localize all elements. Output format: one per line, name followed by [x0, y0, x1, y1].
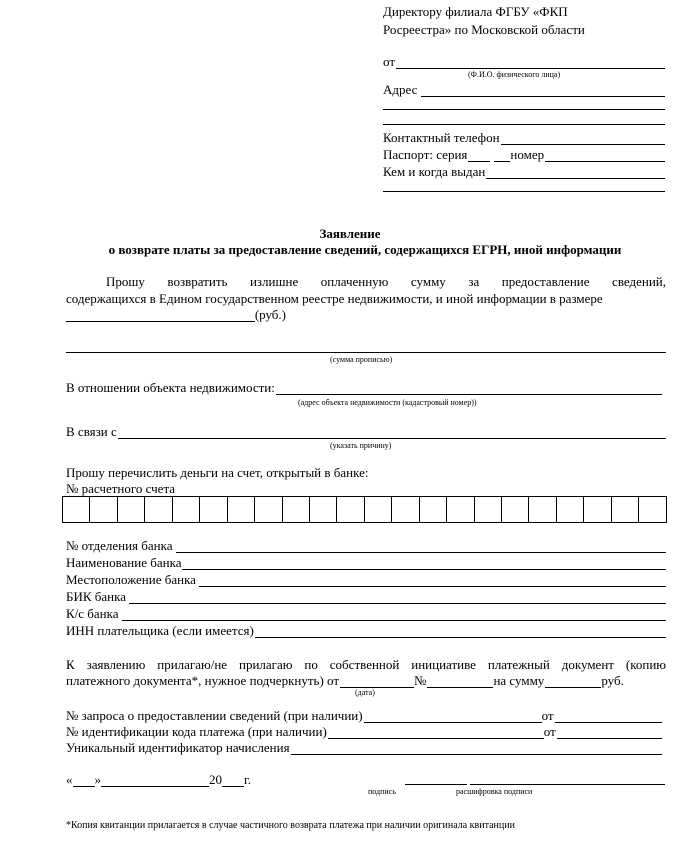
account-digit-cell[interactable] — [172, 497, 199, 523]
addressee-line1: Директору филиала ФГБУ «ФКП — [383, 4, 568, 19]
address-field[interactable] — [383, 82, 665, 97]
uid-field[interactable] — [66, 740, 662, 755]
attach-sum-label: на сумму — [493, 673, 545, 688]
year-suffix: г. — [244, 772, 252, 787]
account-number-grid[interactable] — [62, 496, 667, 523]
sign-date-field[interactable] — [66, 772, 296, 787]
sign-caption: подпись — [368, 787, 396, 796]
account-digit-cell[interactable] — [447, 497, 474, 523]
account-digit-cell[interactable] — [145, 497, 172, 523]
account-digit-cell[interactable] — [309, 497, 336, 523]
ident-ot-label: от — [543, 724, 556, 739]
payer-inn-label: ИНН плательщика (если имеется) — [66, 623, 254, 638]
from-label: от — [383, 54, 396, 69]
account-digit-cell[interactable] — [419, 497, 446, 523]
account-digit-cell[interactable] — [63, 497, 90, 523]
attach-number-label: № — [414, 673, 427, 688]
account-digit-cell[interactable] — [611, 497, 638, 523]
address-label: Адрес — [383, 82, 418, 97]
attach-doc-label: платежного документа*, нужное подчеркнуть) от — [66, 673, 340, 688]
uid-label: Уникальный идентификатор начисления — [66, 740, 290, 755]
reason-label: В связи с — [66, 424, 117, 439]
account-digit-cell[interactable] — [502, 497, 529, 523]
bank-location-label: Местоположение банка — [66, 572, 196, 587]
footnote: *Копия квитанции прилагается в случае частичного возврата платежа при наличии оригинала квитанции — [66, 820, 515, 831]
from-caption: (Ф.И.О. физического лица) — [468, 70, 561, 79]
passport-series-label: Паспорт: серия — [383, 147, 468, 162]
query-number-label: № запроса о предоставлении сведений (при наличии) — [66, 708, 363, 723]
account-digit-cell[interactable] — [255, 497, 282, 523]
year-prefix: 20 — [209, 772, 222, 787]
account-label: № расчетного счета — [66, 481, 176, 496]
account-digit-cell[interactable] — [90, 497, 117, 523]
decode-caption: расшифровка подписи — [456, 787, 533, 796]
bank-ks-field[interactable] — [66, 606, 666, 621]
amount-field[interactable] — [66, 307, 286, 322]
account-digit-cell[interactable] — [227, 497, 254, 523]
sum-words-line[interactable] — [66, 352, 666, 353]
transfer-label: Прошу перечислить деньги на счет, открытый в банке: — [66, 465, 369, 480]
attach-line1: К заявлению прилагаю/не прилагаю по собственной инициативе платежный документ (копию — [66, 657, 666, 672]
title-line1: Заявление — [319, 226, 381, 241]
para1-line1: Прошу возвратить излишне оплаченную сумму за предоставление сведений, — [106, 274, 666, 289]
rub-label: (руб.) — [254, 307, 286, 322]
bank-bik-label: БИК банка — [66, 589, 127, 604]
account-digit-cell[interactable] — [474, 497, 501, 523]
account-digit-cell[interactable] — [364, 497, 391, 523]
issued-field[interactable] — [383, 164, 665, 179]
date-caption: (дата) — [355, 688, 375, 697]
from-field[interactable] — [383, 54, 665, 69]
title-line2: о возврате платы за предоставление сведений, содержащихся ЕГРН, иной информации — [108, 242, 622, 257]
date-open-quote: « — [66, 772, 73, 787]
addressee-line2: Росреестра» по Московской области — [383, 22, 585, 37]
address-line-3[interactable] — [383, 124, 665, 125]
bank-branch-label: № отделения банка — [66, 538, 173, 553]
signature-line[interactable] — [405, 784, 467, 785]
account-digit-cell[interactable] — [392, 497, 419, 523]
sum-caption: (сумма прописью) — [330, 355, 393, 364]
account-digit-cell[interactable] — [584, 497, 611, 523]
bank-ks-label: К/с банка — [66, 606, 119, 621]
reason-caption: (указать причину) — [330, 441, 392, 450]
attach-rub-label: руб. — [601, 673, 624, 688]
account-digit-cell[interactable] — [282, 497, 309, 523]
passport-field[interactable] — [383, 147, 665, 162]
signature-decode-line[interactable] — [470, 784, 665, 785]
query-number-field[interactable] — [66, 708, 662, 723]
reason-field[interactable] — [66, 424, 666, 439]
issued-label: Кем и когда выдан — [383, 164, 486, 179]
para1-line2: содержащихся в Едином государственном реестре недвижимости, и иной информации в размере — [66, 291, 603, 306]
bank-bik-field[interactable] — [66, 589, 666, 604]
bank-name-field[interactable] — [66, 555, 666, 570]
ident-code-label: № идентификации кода платежа (при наличии) — [66, 724, 327, 739]
object-label: В отношении объекта недвижимости: — [66, 380, 275, 395]
payment-number-field[interactable] — [427, 676, 493, 688]
account-digit-cell[interactable] — [200, 497, 227, 523]
account-digit-cell[interactable] — [117, 497, 144, 523]
address-line-2[interactable] — [383, 109, 665, 110]
attach-line2[interactable] — [66, 673, 666, 688]
payer-inn-field[interactable] — [66, 623, 666, 638]
query-ot-label: от — [541, 708, 554, 723]
account-digit-cell[interactable] — [337, 497, 364, 523]
phone-label: Контактный телефон — [383, 130, 500, 145]
object-field[interactable] — [66, 380, 662, 395]
payment-date-field[interactable] — [340, 676, 414, 688]
bank-location-field[interactable] — [66, 572, 666, 587]
account-digit-cell[interactable] — [639, 497, 666, 523]
passport-number-label: номер — [510, 147, 545, 162]
bank-branch-field[interactable] — [66, 538, 666, 553]
object-caption: (адрес объекта недвижимости (кадастровый номер)) — [298, 398, 477, 407]
account-digit-cell[interactable] — [556, 497, 583, 523]
ident-code-field[interactable] — [66, 724, 662, 739]
account-digit-cell[interactable] — [529, 497, 556, 523]
phone-field[interactable] — [383, 130, 665, 145]
date-close-quote: » — [94, 772, 101, 787]
issued-line-2[interactable] — [383, 191, 665, 192]
bank-name-label: Наименование банка — [66, 555, 182, 570]
payment-sum-field[interactable] — [545, 676, 601, 688]
